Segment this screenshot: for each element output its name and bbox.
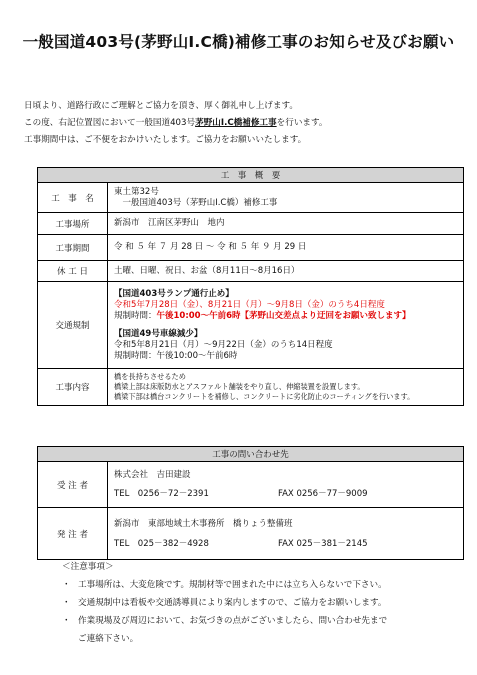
contractor-value	[108, 462, 464, 508]
notes-section	[60, 560, 470, 648]
holiday-label: 休 工 日	[38, 261, 108, 282]
overview-table	[37, 167, 464, 406]
intro-line-3-text: 工事期間中は、ご不便をおかけいたします。ご協力をお願いいたします。	[24, 135, 307, 145]
intro-line-2-post: を行います。	[276, 118, 328, 128]
traffic-403-time	[114, 311, 463, 322]
content-line-3: 橋梁下部は橋台コンクリートを補修し、コンクリートに劣化防止のコーティングを行います。	[114, 392, 415, 401]
traffic-spacer	[114, 322, 463, 329]
intro-line-1-text: 日頃より、道路行政にご理解とご協力を頂き、厚く御礼申し上げます。	[24, 101, 298, 111]
name-value	[108, 183, 464, 213]
traffic-49-heading: 【国道49号車線減少】	[114, 328, 203, 339]
note-text: 交通規制中は看板や交通誘導員により案内しますので、ご協力をお願いします。	[78, 598, 387, 608]
traffic-49-time: 規制時間：午後10:00～午前6時	[114, 350, 238, 361]
intro-line-2	[24, 115, 464, 132]
orderer-fax: FAX 025－381－2145	[278, 538, 368, 549]
contractor-fax: FAX 0256－77－9009	[278, 488, 368, 499]
traffic-403-time-label: 規制時間：	[114, 310, 157, 321]
overview-header: 工 事 概 要	[38, 168, 464, 183]
name-line-2: 一般国道403号（茅野山I.C橋）補修工事	[114, 197, 278, 208]
intro-line-2-pre: この度、右記位置図において一般国道403号	[24, 118, 196, 128]
note-item	[60, 594, 470, 612]
holiday-value: 土曜、日曜、祝日、お盆（8月11日～8月16日）	[108, 261, 464, 282]
content-label: 工事内容	[38, 369, 108, 406]
orderer-phone	[114, 534, 463, 554]
name-line-1: 東土第32号	[114, 186, 159, 197]
page-title: 一般国道403号(茅野山I.C橋)補修工事のお知らせ及びお願い	[22, 33, 455, 51]
traffic-403-heading: 【国道403号ランプ通行止め】	[114, 288, 234, 299]
contact-header: 工事の問い合わせ先	[38, 447, 464, 462]
orderer-tel: TEL 025－382－4928	[114, 538, 209, 549]
orderer-value	[108, 508, 464, 560]
place-value: 新潟市 江南区茅野山 地内	[108, 213, 464, 235]
intro-project-name: 茅野山I.C橋補修工事	[195, 118, 277, 128]
content-line-1: 橋を長持ちさせるため	[114, 372, 186, 381]
traffic-49-dates: 令和5年8月21日（月）～9月22日（金）のうち14日程度	[114, 339, 333, 350]
traffic-value	[108, 282, 464, 369]
name-label: 工 事 名	[38, 183, 108, 213]
note-text: 作業現場及び周辺において、お気づきの点がございましたら、問い合わせ先まで	[78, 616, 388, 626]
note-item	[60, 612, 470, 630]
contractor-tel: TEL 0256－72－2391	[114, 488, 209, 499]
note-text: ご連絡下さい。	[78, 634, 139, 644]
orderer-name: 新潟市 東部地域土木事務所 橋りょう整備班	[114, 518, 293, 529]
note-bullet: ・	[62, 598, 71, 608]
intro-text	[24, 98, 464, 149]
place-label: 工事場所	[38, 213, 108, 235]
intro-line-1	[24, 98, 464, 115]
notes-list	[60, 576, 470, 648]
contractor-phone	[114, 485, 463, 504]
orderer-label: 発 注 者	[38, 508, 108, 560]
traffic-403-time-value: 午後10:00～午前6時【茅野山交差点より迂回をお願い致します】	[156, 310, 411, 321]
content-value	[108, 369, 464, 406]
note-item-continued	[60, 630, 470, 648]
note-bullet: ・	[62, 616, 71, 626]
note-item	[60, 576, 470, 594]
contractor-name: 株式会社 吉田建設	[114, 469, 191, 480]
contractor-label: 受 注 者	[38, 462, 108, 508]
traffic-label: 交通規制	[38, 282, 108, 369]
note-bullet: ・	[62, 580, 71, 590]
content-line-2: 橋梁上部は床版防水とアスファルト舗装をやり直し、伸縮装置を設置します。	[114, 382, 365, 391]
notes-title: ＜注意事項＞	[62, 562, 114, 572]
period-label: 工事期間	[38, 235, 108, 261]
intro-line-3	[24, 132, 464, 149]
contact-table	[37, 446, 464, 560]
period-value: 令 和 ５ 年 ７ 月 28 日 ～ 令 和 ５ 年 ９ 月 29 日	[108, 235, 464, 261]
note-text: 工事場所は、大変危険です。規制材等で囲まれた中には立ち入らないで下さい。	[78, 580, 387, 590]
traffic-403-dates: 令和5年7月28日（金）、8月21日（月）～9月8日（金）のうち4日程度	[114, 299, 385, 310]
